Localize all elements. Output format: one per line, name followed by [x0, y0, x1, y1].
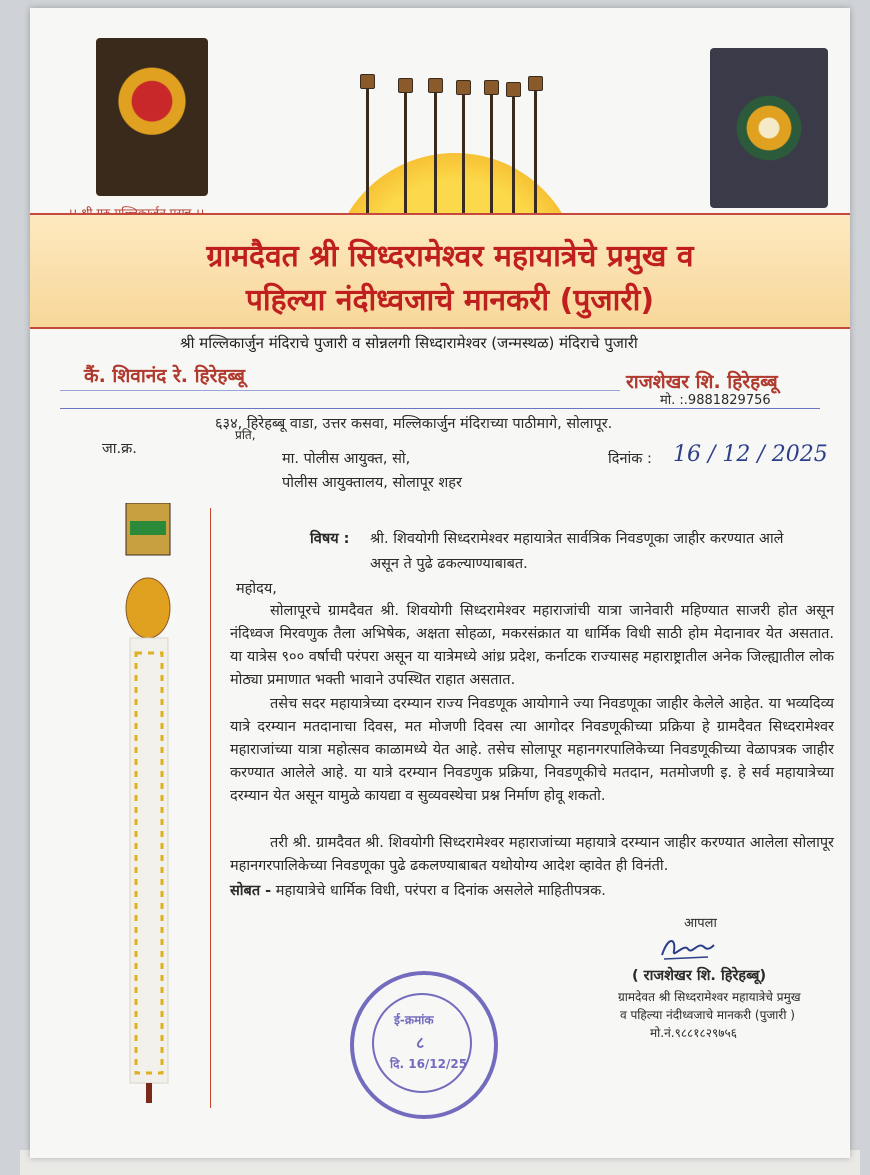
title-line-2: पहिल्या नंदीध्वजाचे मानकरी (पुजारी) — [245, 283, 655, 318]
signer-mobile: मो.नं.९८८१८२९७५६ — [650, 1026, 737, 1040]
date-value: 16 / 12 / 2025 — [673, 442, 828, 467]
nandidhwaj-pole-graphic — [122, 503, 182, 1103]
left-name: कैं. शिवानंद रे. हिरेहब्बू — [84, 365, 246, 387]
enclosure-text: महायात्रेचे धार्मिक विधी, परंपरा व दिनांक असलेले माहितीपत्रक. — [271, 883, 606, 899]
signature-graphic — [658, 933, 716, 963]
stamp-number: ८ — [416, 1033, 425, 1052]
office-stamp — [350, 971, 498, 1119]
paragraph-2: तसेच सदर महायात्रेच्या दरम्यान राज्य निवडणूक आयोगाने ज्या निवडणूका जाहीर केलेले आहेत. या भव्यदिव्य यात्रे दरम्यान मतदानाचा दिवस, मत मोजणी दिवस त्या आगोदर निवडणूकीच्या प्रक्रिया हे ग्रामदैवत सिध्दरामेश्वर महाराजांच्या यात्रा महोत्सव काळामध्ये येत आहे. तसेच सोलापूर महानगरपालिकेच्या निवडणूकीच्या वेळापत्रक जाहीर करण्यात आलेले आहे. या यात्रे दरम्यान निवडणुक प्रक्रिया, निवडणूकीचे मतदान, मतमोजणी इ. हे सर्व महायात्रेच्या दरम्यान येत असून यामुळे कायद्या व सुव्यवस्थेचा प्रश्न निर्माण होवू शकतो. — [230, 696, 834, 804]
margin-line — [210, 508, 211, 1108]
addressee-line-1: मा. पोलीस आयुक्त, सो, — [282, 451, 411, 467]
right-name: राजशेखर शि. हिरेहब्बू — [626, 371, 778, 393]
letter-page — [30, 8, 850, 1158]
enclosure-line — [230, 880, 606, 900]
address: ६३४, हिरेहब्बू वाडा, उत्तर कसवा, मल्लिकार्जुन मंदिराच्या पाठीमागे, सोलापूर. — [215, 416, 613, 432]
paragraph-1: सोलापूरचे ग्रामदैवत श्री. शिवयोगी सिध्दरामेश्वर महाराजांची यात्रा जानेवारी महिण्यात साजरी होत असून नंदिध्वज मिरवणुक तैला अभिषेक, अक्षता सोहळा, मकरसंक्रात या धार्मिक विधी साठी होम मेदानावर येत असतात. या यात्रेस ९०० वर्षाची परंपरा असून या यात्रेमध्ये आंध्र प्रदेश, कर्नाटक राज्यासह महाराष्ट्रातील अनेक जिल्ह्यातील लोक मोठ्या प्रमाणात भक्ती भावाने उपस्थित राहात असतात. — [230, 603, 834, 688]
reference-label: जा.क्र. — [102, 441, 137, 457]
subtitle: श्री मल्लिकार्जुन मंदिराचे पुजारी व सोन्नलगी सिध्दारामेश्वर (जन्मस्थळ) मंदिराचे पुजारी — [180, 334, 638, 352]
enclosure-label: सोबत - — [230, 883, 272, 899]
signer-name: ( राजशेखर शि. हिरेहब्बू) — [632, 968, 767, 984]
header-rule-2 — [60, 408, 820, 409]
salutation: महोदय, — [236, 581, 277, 597]
deity-photo-left — [96, 38, 208, 196]
stamp-date: दि. 16/12/25 — [390, 1057, 468, 1071]
mobile-number: मो. :.9881829756 — [660, 393, 771, 408]
title-line-1: ग्रामदैवत श्री सिध्दरामेश्वर महायात्रेचे प्रमुख व — [206, 239, 694, 274]
signer-title-1: ग्रामदेवत श्री सिध्दरामेश्वर महायात्रेचे प्रमुख — [618, 990, 801, 1004]
stamp-number-label: ई-क्रमांक — [394, 1013, 434, 1027]
prati-label: प्रति, — [235, 428, 256, 442]
addressee-line-2: पोलीस आयुक्तालय, सोलापूर शहर — [282, 475, 462, 491]
closing: आपला — [684, 916, 717, 931]
subject-label: विषय : — [310, 531, 350, 547]
deity-photo-right — [710, 48, 828, 208]
subject-line-1: श्री. शिवयोगी सिध्दरामेश्वर महायात्रेत सार्वत्रिक निवडणूका जाहीर करण्यात आले — [370, 531, 784, 547]
signer-title-2: व पहिल्या नंदीध्वजाचे मानकरी (पुजारी ) — [620, 1008, 795, 1022]
date-label: दिनांक : — [608, 451, 652, 467]
header-rule-1 — [60, 390, 620, 391]
subject-line-2: असून ते पुढे ढकल्याण्याबाबत. — [370, 556, 528, 572]
paragraph-3: तरी श्री. ग्रामदैवत श्री. शिवयोगी सिध्दरामेश्वर महाराजांच्या महायात्रे दरम्यान जाहीर करण्यात आलेला सोलापूर महानगरपालिकेच्या निवडणूका पुढे ढकलण्याबाबत यथोयोग्य आदेश व्हावेत ही विनंती. — [230, 835, 834, 874]
